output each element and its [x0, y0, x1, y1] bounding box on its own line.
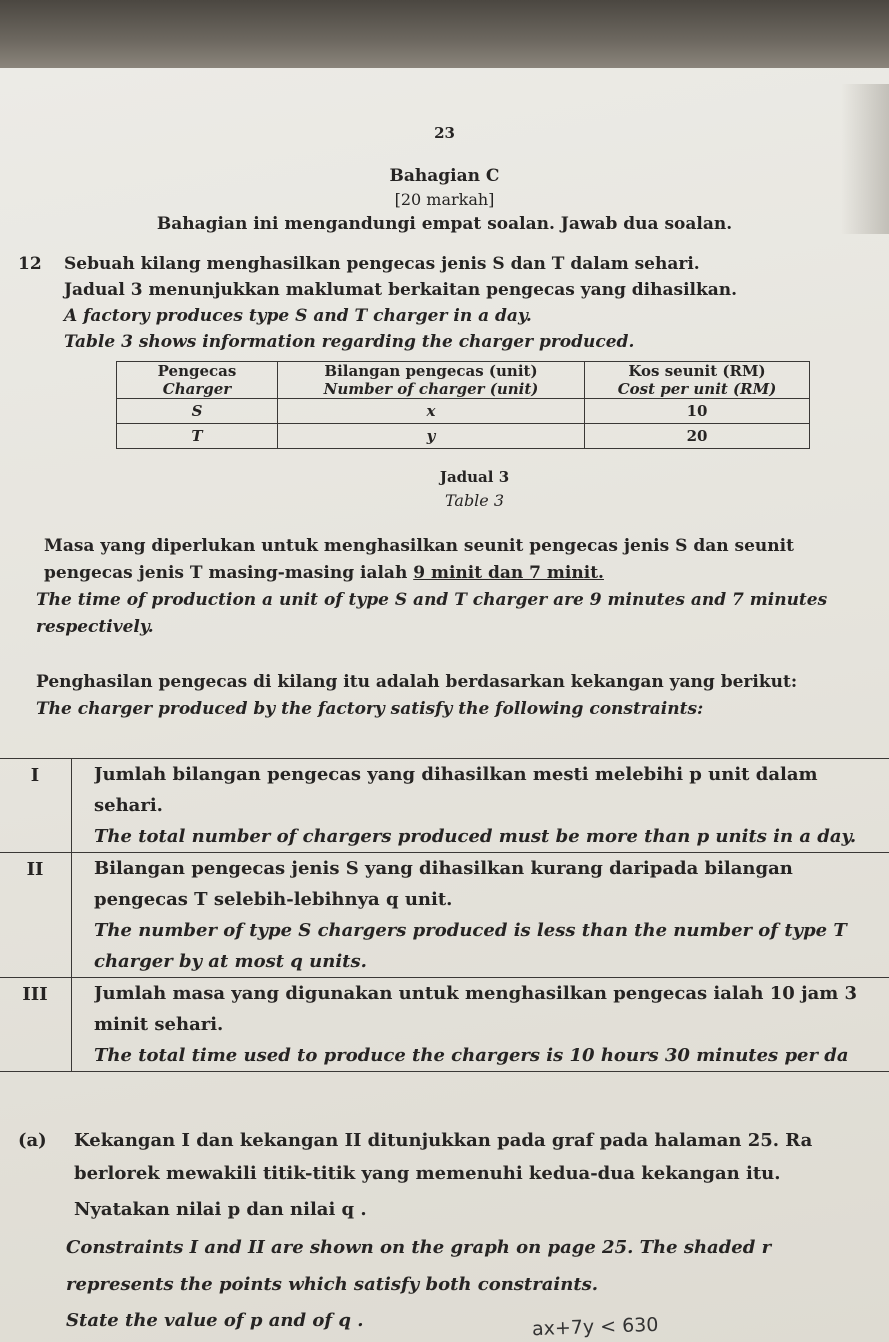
constraint-row-2	[0, 853, 889, 978]
question-intro-en-1: A factory produces type S and T charger in a day.	[64, 306, 532, 326]
part-a-en-3: State the value of p and of q .	[66, 1310, 364, 1331]
part-a-en-1: Constraints I and II are shown on the graph on page 25. The shaded r	[66, 1237, 772, 1258]
table-header-cost	[585, 362, 810, 399]
table-caption-ms: Jadual 3	[439, 468, 510, 486]
question-intro-ms-2: Jadual 3 menunjukkan maklumat berkaitan pengecas yang dihasilkan.	[64, 280, 738, 300]
part-a-ms-2: berlorek mewakili titik-titik yang memenuhi kedua-dua kekangan itu.	[74, 1163, 781, 1184]
time-info-ms-2b: 9 minit dan 7 minit.	[413, 563, 604, 583]
constraint-line: charger by at most q units.	[94, 951, 367, 972]
table-cell: T	[117, 424, 278, 449]
constraint-row-3	[0, 978, 889, 1072]
constraint-line: Bilangan pengecas jenis S yang dihasilkan kurang daripada bilangan	[94, 858, 793, 879]
constraint-line: Jumlah masa yang digunakan untuk menghasilkan pengecas ialah 10 jam 3	[94, 983, 858, 1004]
table-header-number	[278, 362, 585, 399]
handwritten-note: ax+7y < 630	[531, 1313, 659, 1341]
part-a-en-2: represents the points which satisfy both constraints.	[66, 1274, 599, 1295]
table-header-row	[117, 362, 810, 399]
constraint-number: I	[0, 759, 72, 853]
part-a-ms-1: Kekangan I dan kekangan II ditunjukkan pada graf pada halaman 25. Ra	[74, 1130, 813, 1151]
question-intro-ms-1: Sebuah kilang menghasilkan pengecas jenis S dan T dalam sehari.	[64, 254, 700, 274]
constraint-text	[72, 853, 889, 978]
time-info-ms-2	[44, 563, 604, 583]
section-title: Bahagian C	[389, 166, 500, 186]
constraints-table	[0, 758, 889, 1072]
constraint-line: minit sehari.	[94, 1014, 224, 1035]
desk-background	[0, 0, 889, 72]
constraints-intro-en: The charger produced by the factory satisfy the following constraints:	[36, 699, 704, 719]
part-a-ms-3: Nyatakan nilai p dan nilai q .	[74, 1199, 367, 1220]
header-ms: Bilangan pengecas (unit)	[324, 362, 538, 380]
table-caption-en: Table 3	[444, 491, 505, 510]
time-info-en-2: respectively.	[36, 617, 154, 637]
constraint-line: The total time used to produce the chargers is 10 hours 30 minutes per da	[94, 1045, 849, 1066]
table-cell: 10	[585, 399, 810, 424]
constraint-row-1	[0, 759, 889, 853]
header-en: Charger	[162, 380, 232, 398]
constraint-number: III	[0, 978, 72, 1072]
time-info-ms-1: Masa yang diperlukan untuk menghasilkan seunit pengecas jenis S dan seunit	[44, 536, 794, 556]
time-info-en-1: The time of production a unit of type S and T charger are 9 minutes and 7 minutes	[36, 590, 828, 610]
table-cell: x	[278, 399, 585, 424]
constraint-text	[72, 759, 889, 853]
constraint-line: Jumlah bilangan pengecas yang dihasilkan mesti melebihi p unit dalam	[94, 764, 818, 785]
table-cell: 20	[585, 424, 810, 449]
table-row	[117, 399, 810, 424]
question-number: 12	[18, 254, 42, 274]
constraint-line: sehari.	[94, 795, 163, 816]
constraint-line: The total number of chargers produced must be more than p units in a day.	[94, 826, 857, 847]
question-intro-en-2: Table 3 shows information regarding the charger produced.	[64, 332, 635, 352]
table-3	[116, 361, 810, 449]
section-instruction: Bahagian ini mengandungi empat soalan. Jawab dua soalan.	[156, 214, 733, 234]
section-marks: [20 markah]	[394, 190, 495, 209]
constraint-line: The number of type S chargers produced is less than the number of type T	[94, 920, 847, 941]
constraints-intro-ms: Penghasilan pengecas di kilang itu adalah berdasarkan kekangan yang berikut:	[36, 672, 798, 692]
constraint-number: II	[0, 853, 72, 978]
table-header-charger	[117, 362, 278, 399]
constraint-text	[72, 978, 889, 1072]
table-row	[117, 424, 810, 449]
part-a-label: (a)	[18, 1130, 47, 1151]
time-info-ms-2a: pengecas jenis T masing-masing ialah	[44, 563, 414, 583]
header-en: Number of charger (unit)	[323, 380, 539, 398]
table-cell: y	[278, 424, 585, 449]
header-en: Cost per unit (RM)	[617, 380, 777, 398]
page-number: 23	[434, 124, 455, 142]
page-shadow	[841, 84, 889, 234]
table-cell: S	[117, 399, 278, 424]
header-ms: Kos seunit (RM)	[628, 362, 766, 380]
constraint-line: pengecas T selebih-lebihnya q unit.	[94, 889, 453, 910]
header-ms: Pengecas	[157, 362, 237, 380]
